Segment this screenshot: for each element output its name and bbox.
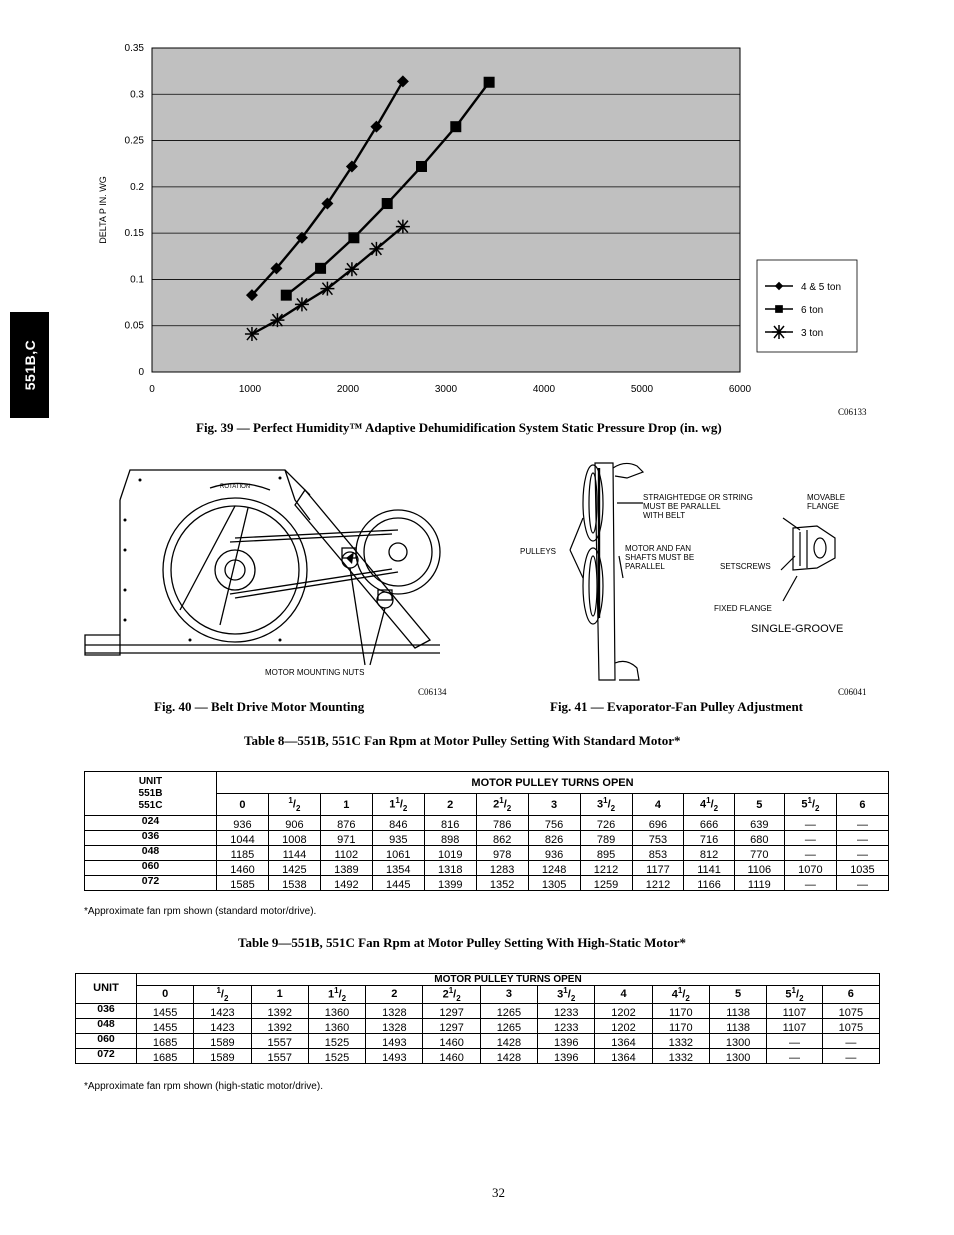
rpm-cell: 895	[580, 846, 632, 861]
fig41-shafts-line1: MOTOR AND FAN	[625, 544, 692, 553]
fig41-movable-line2: FLANGE	[807, 502, 840, 511]
turns-numerator: 1	[448, 986, 454, 995]
turns-whole: 1	[327, 988, 335, 1001]
turns-whole: 5	[801, 798, 808, 811]
turns-whole: 2	[442, 988, 449, 1001]
rpm-cell: 936	[528, 846, 580, 861]
table9-group-header: MOTOR PULLEY TURNS OPEN	[137, 974, 880, 986]
rpm-cell: 1360	[308, 1003, 365, 1018]
table-row	[85, 816, 889, 831]
t9-turns-header	[480, 986, 537, 1004]
fig41-code: C06041	[838, 687, 867, 697]
rpm-cell: 846	[372, 816, 424, 831]
rpm-cell: 1428	[480, 1048, 537, 1063]
t8-turns-header: $2^1/_2$	[476, 794, 528, 816]
t9-turns-header: $3^1/_2$	[538, 986, 595, 1004]
rpm-cell: 1138	[709, 1018, 766, 1033]
rpm-cell: 666	[684, 816, 734, 831]
turns-whole: 2	[493, 798, 500, 811]
fig41-illustration	[515, 458, 870, 683]
rpm-cell: 812	[684, 846, 734, 861]
turns-numerator: 1	[791, 986, 796, 995]
t8-turns-header: $1^1/_2$	[372, 794, 424, 816]
rpm-cell: 1305	[528, 876, 580, 891]
rpm-cell: 1493	[366, 1033, 423, 1048]
rpm-cell: 1202	[595, 1003, 652, 1018]
rpm-cell: 1212	[580, 861, 632, 876]
unit-cell: 036	[76, 1003, 137, 1018]
rpm-cell: 1428	[480, 1033, 537, 1048]
rpm-cell: 1283	[476, 861, 528, 876]
unit-cell: 060	[76, 1033, 137, 1048]
rpm-cell: 935	[372, 831, 424, 846]
rpm-cell: 786	[476, 816, 528, 831]
rpm-cell: 753	[632, 831, 684, 846]
fig40-caption: Fig. 40 — Belt Drive Motor Mounting	[154, 699, 365, 714]
rpm-cell: 853	[632, 846, 684, 861]
turns-whole: 4	[700, 798, 707, 811]
data-point-s2-6	[396, 220, 410, 234]
x-tick-label: 3000	[434, 384, 458, 395]
y-tick-label: 0.1	[130, 274, 144, 286]
rpm-cell: 1354	[372, 861, 424, 876]
rpm-cell: —	[836, 846, 888, 861]
table9	[75, 973, 880, 1064]
turns-denominator: 2	[570, 993, 576, 1003]
rpm-cell: 1297	[423, 1018, 480, 1033]
rpm-cell: 1318	[424, 861, 476, 876]
t8-turns-header	[836, 794, 888, 816]
rpm-cell: 898	[424, 831, 476, 846]
rpm-cell: 1399	[424, 876, 476, 891]
table8-title: Table 8—551B, 551C Fan Rpm at Motor Pulley Setting With Standard Motor*	[244, 733, 681, 748]
table-row	[85, 831, 889, 846]
table8-unit-header-line2: 551B	[138, 787, 163, 799]
unit-cell: 048	[85, 846, 217, 861]
data-point-s2-2	[295, 297, 309, 311]
t9-turns-header	[595, 986, 652, 1004]
rpm-cell: 1392	[251, 1018, 308, 1033]
fig40-rotation-label: ROTATION	[220, 484, 251, 490]
x-tick-label: 5000	[630, 384, 654, 395]
turns-whole: 1	[343, 798, 350, 811]
fig41-fixed-flange-label: FIXED FLANGE	[714, 604, 772, 613]
rpm-cell: 1589	[194, 1048, 251, 1063]
t8-turns-header	[734, 794, 784, 816]
legend-label: 3 ton	[801, 328, 824, 339]
x-tick-label: 0	[149, 384, 155, 395]
rpm-cell: 1061	[372, 846, 424, 861]
t9-turns-header: $^1/_2$	[194, 986, 251, 1004]
rpm-cell: 1070	[784, 861, 836, 876]
rpm-cell: 1102	[320, 846, 372, 861]
rpm-cell: 1170	[652, 1018, 709, 1033]
turns-whole: 0	[162, 988, 169, 1001]
t9-turns-header: $4^1/_2$	[652, 986, 709, 1004]
table-row	[85, 846, 889, 861]
fig40-code: C06134	[418, 687, 447, 697]
data-point-s2-3	[320, 282, 334, 296]
table-row	[85, 861, 889, 876]
turns-numerator: 1	[706, 796, 711, 806]
rpm-cell: 1107	[767, 1018, 822, 1033]
rpm-cell: 816	[424, 816, 476, 831]
rpm-cell: 1202	[595, 1018, 652, 1033]
rpm-cell: —	[836, 831, 888, 846]
turns-whole: 4	[654, 798, 662, 811]
rpm-cell: 1177	[632, 861, 684, 876]
rpm-cell: 826	[528, 831, 580, 846]
rpm-cell: 756	[528, 816, 580, 831]
rpm-cell: 1425	[268, 861, 320, 876]
rpm-cell: 1525	[308, 1048, 365, 1063]
y-tick-label: 0	[138, 367, 144, 378]
y-tick-label: 0.25	[124, 135, 144, 147]
rpm-cell: 1035	[836, 861, 888, 876]
table8-unit-header-line3: 551C	[138, 799, 163, 811]
rpm-cell: 876	[320, 816, 372, 831]
rpm-cell: 1328	[366, 1003, 423, 1018]
x-tick-label: 1000	[238, 384, 262, 395]
turns-whole: 3	[505, 988, 512, 1001]
rpm-cell: 1455	[137, 1018, 194, 1033]
y-axis-label: DELTA P IN. WG	[98, 176, 108, 244]
rpm-cell: —	[822, 1033, 879, 1048]
rpm-cell: 1396	[538, 1033, 595, 1048]
t9-turns-header: $1^1/_2$	[308, 986, 365, 1004]
t9-turns-header: $2^1/_2$	[423, 986, 480, 1004]
y-tick-label: 0.05	[124, 320, 144, 332]
rpm-cell: 1138	[709, 1003, 766, 1018]
rpm-cell: 1392	[251, 1003, 308, 1018]
rpm-cell: —	[767, 1048, 822, 1063]
rpm-cell: 1525	[308, 1033, 365, 1048]
t8-turns-header	[424, 794, 476, 816]
rpm-cell: 1360	[308, 1018, 365, 1033]
rpm-cell: 1265	[480, 1018, 537, 1033]
rpm-cell: 1075	[822, 1018, 879, 1033]
fig41-movable-line1: MOVABLE	[807, 493, 846, 502]
rpm-cell: 716	[684, 831, 734, 846]
rpm-cell: —	[784, 846, 836, 861]
rpm-cell: 1075	[822, 1003, 879, 1018]
rpm-cell: 1352	[476, 876, 528, 891]
data-point-s1-1	[315, 263, 326, 274]
rpm-cell: 1423	[194, 1018, 251, 1033]
rpm-cell: 1455	[137, 1003, 194, 1018]
rpm-cell: 978	[476, 846, 528, 861]
fig39-caption: Fig. 39 — Perfect Humidity™ Adaptive Dehumidification System Static Pressure Drop (in. wg)	[196, 420, 722, 435]
turns-numerator: 1	[216, 986, 221, 995]
turns-denominator: 2	[610, 803, 616, 813]
turns-whole: 4	[620, 988, 627, 1001]
rpm-cell: 1538	[268, 876, 320, 891]
data-point-s2-1	[270, 313, 284, 327]
rpm-cell: 1044	[217, 831, 269, 846]
turns-whole: 3	[551, 798, 558, 811]
turns-denominator: 2	[713, 803, 719, 813]
t9-turns-header: $5^1/_2$	[767, 986, 822, 1004]
turns-numerator: 1	[677, 986, 683, 995]
rpm-cell: 680	[734, 831, 784, 846]
fig39-code: C06133	[838, 407, 867, 417]
rpm-cell: 971	[320, 831, 372, 846]
fig41-caption: Fig. 41 — Evaporator-Fan Pulley Adjustment	[550, 699, 804, 714]
rpm-cell: —	[784, 876, 836, 891]
rpm-cell: 1008	[268, 831, 320, 846]
table9-unit-header: UNIT	[76, 974, 137, 1004]
data-point-s2-5	[369, 242, 383, 256]
t8-turns-header	[320, 794, 372, 816]
fig41-shafts-line2: SHAFTS MUST BE	[625, 553, 695, 562]
rpm-cell: 726	[580, 816, 632, 831]
table-row	[85, 876, 889, 891]
plot-area	[152, 48, 740, 372]
turns-denominator: 2	[223, 993, 229, 1003]
turns-numerator: 1	[395, 796, 400, 806]
fig40-illustration	[80, 460, 445, 685]
rpm-cell: 1212	[632, 876, 684, 891]
rpm-cell: 936	[217, 816, 269, 831]
rpm-cell: 1557	[251, 1033, 308, 1048]
rpm-cell: —	[784, 831, 836, 846]
unit-cell: 024	[85, 816, 217, 831]
legend-label: 4 & 5 ton	[801, 282, 842, 293]
turns-numerator: 1	[499, 796, 504, 806]
legend-label: 6 ton	[801, 305, 824, 316]
fig41-pulleys-label: PULLEYS	[520, 547, 557, 556]
rpm-cell: 1265	[480, 1003, 537, 1018]
data-point-s1-4	[416, 161, 427, 172]
rpm-cell: 1170	[652, 1003, 709, 1018]
rpm-cell: 862	[476, 831, 528, 846]
x-tick-label: 2000	[336, 384, 360, 395]
rpm-cell: 1332	[652, 1048, 709, 1063]
rpm-cell: 1423	[194, 1003, 251, 1018]
rpm-cell: 1300	[709, 1033, 766, 1048]
table8	[84, 771, 889, 891]
unit-cell: 072	[76, 1048, 137, 1063]
side-tab	[10, 312, 49, 418]
rpm-cell: 1492	[320, 876, 372, 891]
t8-turns-header: $4^1/_2$	[684, 794, 734, 816]
t8-turns-header	[632, 794, 684, 816]
rpm-cell: 1328	[366, 1018, 423, 1033]
t9-turns-header	[251, 986, 308, 1004]
turns-whole: 5	[735, 988, 742, 1001]
data-point-s1-2	[348, 232, 359, 243]
rpm-cell: 789	[580, 831, 632, 846]
turns-whole: 4	[671, 988, 678, 1001]
rpm-cell: 1300	[709, 1048, 766, 1063]
table-row	[76, 1018, 880, 1033]
rpm-cell: 1107	[767, 1003, 822, 1018]
turns-whole: 0	[239, 798, 246, 811]
table8-group-header: MOTOR PULLEY TURNS OPEN	[217, 772, 889, 794]
fig39-chart	[90, 38, 880, 408]
rpm-cell: —	[784, 816, 836, 831]
turns-denominator: 2	[815, 803, 820, 813]
rpm-cell: 1332	[652, 1033, 709, 1048]
turns-numerator: 1	[563, 986, 568, 995]
turns-whole: 5	[756, 798, 763, 811]
turns-denominator: 2	[402, 803, 408, 813]
turns-denominator: 2	[295, 803, 301, 813]
x-tick-label: 6000	[728, 384, 752, 395]
rpm-cell: 639	[734, 816, 784, 831]
rpm-cell: 1364	[595, 1033, 652, 1048]
rpm-cell: 1396	[538, 1048, 595, 1063]
turns-numerator: 1	[603, 796, 608, 806]
turns-whole: 6	[847, 988, 854, 1001]
turns-whole: 3	[596, 798, 604, 811]
legend-marker	[772, 325, 786, 339]
t9-turns-header	[709, 986, 766, 1004]
rpm-cell: —	[836, 816, 888, 831]
table9-title: Table 9—551B, 551C Fan Rpm at Motor Pulley Setting With High-Static Motor*	[238, 935, 687, 950]
rpm-cell: 1233	[538, 1018, 595, 1033]
rpm-cell: 1685	[137, 1033, 194, 1048]
t8-turns-header: $^1/_2$	[268, 794, 320, 816]
rpm-cell: 1185	[217, 846, 269, 861]
turns-denominator: 2	[341, 993, 347, 1003]
fig40-nuts-label: MOTOR MOUNTING NUTS	[265, 668, 365, 677]
rpm-cell: —	[767, 1033, 822, 1048]
turns-whole: 2	[391, 988, 398, 1001]
rpm-cell: 1557	[251, 1048, 308, 1063]
data-point-s2-0	[245, 327, 259, 341]
rpm-cell: 1297	[423, 1003, 480, 1018]
data-point-s2-4	[345, 262, 359, 276]
rpm-cell: 1460	[217, 861, 269, 876]
rpm-cell: 1106	[734, 861, 784, 876]
x-tick-label: 4000	[532, 384, 556, 395]
t8-turns-header: $3^1/_2$	[580, 794, 632, 816]
data-point-s1-5	[450, 121, 461, 132]
data-point-s1-6	[484, 77, 495, 88]
rpm-cell: —	[822, 1048, 879, 1063]
rpm-cell: 1233	[538, 1003, 595, 1018]
side-tab-label: 551B,C	[21, 339, 38, 391]
t8-turns-header	[528, 794, 580, 816]
t8-turns-header	[217, 794, 269, 816]
rpm-cell: —	[836, 876, 888, 891]
rpm-cell: 1364	[595, 1048, 652, 1063]
turns-denominator: 2	[799, 993, 804, 1003]
rpm-cell: 1166	[684, 876, 734, 891]
fig41-setscrews-label: SETSCREWS	[720, 562, 771, 571]
rpm-cell: 1259	[580, 876, 632, 891]
page-number: 32	[492, 1185, 505, 1200]
unit-cell: 060	[85, 861, 217, 876]
data-point-s1-0	[281, 290, 292, 301]
unit-cell: 072	[85, 876, 217, 891]
table9-footnote: *Approximate fan rpm shown (high-static motor/drive).	[84, 1081, 323, 1092]
rpm-cell: 1141	[684, 861, 734, 876]
table8-unit-header	[85, 772, 217, 816]
table-row	[76, 1033, 880, 1048]
turns-numerator: 1	[807, 796, 812, 806]
table-row	[76, 1003, 880, 1018]
rpm-cell: 770	[734, 846, 784, 861]
fig41-single-groove-label: SINGLE-GROOVE	[751, 623, 844, 635]
turns-numerator: 1	[334, 986, 339, 995]
t9-turns-header	[366, 986, 423, 1004]
fig41-straightedge-line3: WITH BELT	[643, 511, 686, 520]
turns-numerator: 1	[288, 796, 293, 806]
rpm-cell: 696	[632, 816, 684, 831]
y-tick-label: 0.35	[124, 43, 144, 54]
t9-turns-header	[822, 986, 879, 1004]
t9-turns-header	[137, 986, 194, 1004]
data-point-s1-3	[382, 198, 393, 209]
table-row	[76, 1048, 880, 1063]
turns-whole: 1	[276, 988, 283, 1001]
turns-whole: 2	[447, 798, 454, 811]
rpm-cell: 1589	[194, 1033, 251, 1048]
rpm-cell: 1144	[268, 846, 320, 861]
unit-cell: 036	[85, 831, 217, 846]
y-tick-label: 0.2	[130, 181, 144, 193]
rpm-cell: 1445	[372, 876, 424, 891]
rpm-cell: 906	[268, 816, 320, 831]
t8-turns-header: $5^1/_2$	[784, 794, 836, 816]
rpm-cell: 1493	[366, 1048, 423, 1063]
turns-whole: 3	[557, 988, 564, 1001]
rpm-cell: 1585	[217, 876, 269, 891]
y-tick-label: 0.15	[124, 228, 144, 240]
turns-denominator: 2	[506, 803, 512, 813]
unit-cell: 048	[76, 1018, 137, 1033]
turns-whole: 6	[859, 798, 866, 811]
rpm-cell: 1119	[734, 876, 784, 891]
table8-unit-header-line1: UNIT	[138, 775, 163, 787]
y-tick-label: 0.3	[130, 89, 144, 101]
turns-denominator: 2	[456, 993, 461, 1003]
turns-whole: 5	[785, 988, 792, 1001]
table8-footnote: *Approximate fan rpm shown (standard motor/drive).	[84, 906, 317, 917]
fig41-straightedge-line1: STRAIGHTEDGE OR STRING	[643, 493, 753, 502]
turns-denominator: 2	[685, 993, 690, 1003]
rpm-cell: 1019	[424, 846, 476, 861]
rpm-cell: 1685	[137, 1048, 194, 1063]
turns-whole: 1	[389, 798, 396, 811]
legend-marker	[775, 305, 783, 313]
rpm-cell: 1460	[423, 1048, 480, 1063]
rpm-cell: 1389	[320, 861, 372, 876]
fig41-shafts-line3: PARALLEL	[625, 562, 665, 571]
fig41-straightedge-line2: MUST BE PARALLEL	[643, 502, 721, 511]
rpm-cell: 1460	[423, 1033, 480, 1048]
rpm-cell: 1248	[528, 861, 580, 876]
